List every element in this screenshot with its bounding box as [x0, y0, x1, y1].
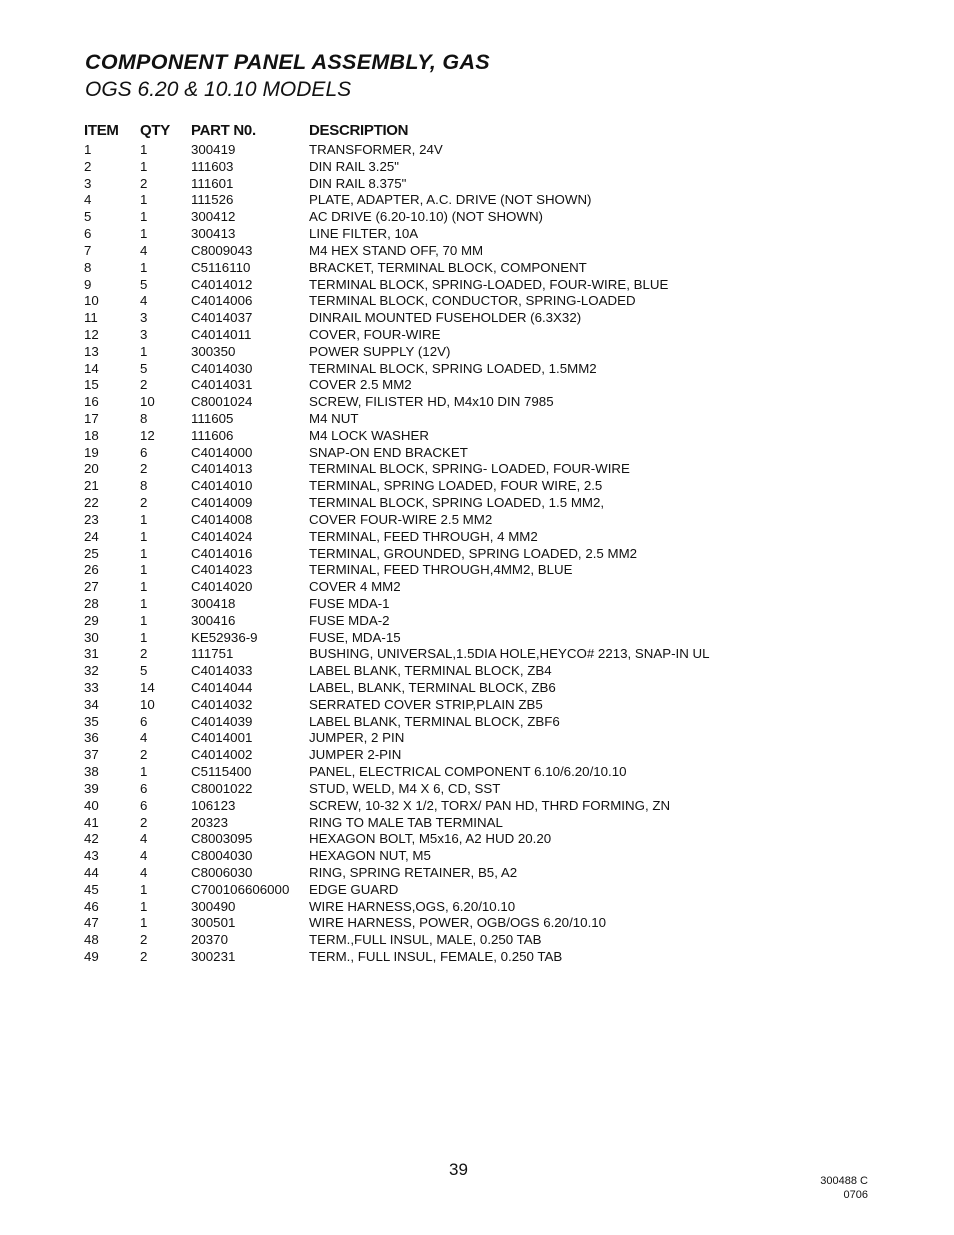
part-number-cell: 300490	[191, 898, 236, 914]
item-cell: 47	[84, 915, 99, 931]
description-cell: TERMINAL, GROUNDED, SPRING LOADED, 2.5 MM2	[309, 545, 638, 561]
part-number-cell: 300416	[191, 612, 236, 628]
item-cell: 14	[84, 360, 99, 376]
description-cell: COVER 4 MM2	[309, 579, 401, 595]
part-number-cell: C8006030	[191, 864, 253, 880]
item-cell: 1	[84, 142, 92, 157]
table-row	[84, 714, 769, 731]
part-number-cell: 300413	[191, 226, 236, 242]
item-cell: 38	[84, 764, 99, 780]
qty-cell: 5	[140, 276, 148, 292]
description-cell: RING, SPRING RETAINER, B5, A2	[309, 864, 518, 880]
description-cell: COVER FOUR-WIRE 2.5 MM2	[309, 511, 493, 527]
qty-cell: 5	[140, 360, 148, 376]
table-row	[84, 949, 769, 966]
description-cell: PANEL, ELECTRICAL COMPONENT 6.10/6.20/10.10	[309, 764, 627, 780]
item-cell: 23	[84, 511, 99, 527]
item-cell: 45	[84, 881, 99, 897]
description-cell: TERM., FULL INSUL, FEMALE, 0.250 TAB	[309, 949, 563, 964]
description-cell: TERMINAL BLOCK, SPRING LOADED, 1.5 MM2,	[309, 495, 605, 511]
part-number-cell: 300231	[191, 949, 236, 964]
description-cell: TERM.,FULL INSUL, MALE, 0.250 TAB	[309, 932, 542, 948]
qty-cell: 1	[140, 579, 148, 595]
document-code	[820, 1174, 868, 1202]
description-cell: TERMINAL, FEED THROUGH, 4 MM2	[309, 528, 538, 544]
table-row	[84, 730, 769, 747]
description-cell: HEXAGON NUT, M5	[309, 848, 431, 864]
description-cell: M4 NUT	[309, 411, 359, 426]
description-cell: HEXAGON BOLT, M5x16, A2 HUD 20.20	[309, 831, 552, 847]
qty-cell: 6	[140, 780, 148, 796]
part-number-cell: C4014000	[191, 444, 253, 460]
description-cell: FUSE, MDA-15	[309, 629, 401, 645]
qty-cell: 2	[140, 646, 148, 662]
table-row	[84, 142, 769, 159]
table-row	[84, 243, 769, 260]
part-number-cell: C4014006	[191, 293, 253, 309]
description-cell: LINE FILTER, 10A	[309, 226, 419, 242]
item-cell: 25	[84, 545, 99, 561]
qty-cell: 1	[140, 158, 148, 174]
item-cell: 33	[84, 680, 99, 695]
part-number-cell: C4014009	[191, 495, 253, 511]
table-row	[84, 226, 769, 243]
qty-cell: 1	[140, 612, 148, 628]
item-cell: 22	[84, 495, 99, 511]
qty-cell: 2	[140, 461, 148, 477]
description-cell: TERMINAL BLOCK, SPRING- LOADED, FOUR-WIRE	[309, 461, 630, 477]
table-row	[84, 613, 769, 630]
qty-cell: 1	[140, 226, 148, 242]
table-row	[84, 546, 769, 563]
description-cell: SCREW, 10-32 X 1/2, TORX/ PAN HD, THRD FORMING, ZN	[309, 797, 671, 813]
qty-cell: 3	[140, 310, 148, 326]
qty-cell: 1	[140, 545, 148, 561]
item-cell: 49	[84, 949, 99, 964]
item-cell: 26	[84, 562, 99, 578]
parts-table-body	[84, 142, 769, 966]
part-number-cell: 300501	[191, 915, 236, 931]
qty-cell: 8	[140, 478, 148, 494]
part-number-cell: C4014020	[191, 579, 253, 595]
part-number-cell: C5115400	[191, 764, 252, 780]
item-cell: 31	[84, 646, 99, 662]
page-title: COMPONENT PANEL ASSEMBLY, GAS	[85, 50, 490, 74]
table-row	[84, 428, 769, 445]
description-cell: TERMINAL, FEED THROUGH,4MM2, BLUE	[309, 562, 573, 578]
qty-cell: 1	[140, 343, 148, 359]
part-number-cell: 111526	[191, 192, 234, 208]
part-number-cell: C5116110	[191, 259, 251, 275]
description-cell: FUSE MDA-1	[309, 595, 390, 611]
item-cell: 13	[84, 343, 99, 359]
qty-cell: 4	[140, 848, 148, 864]
table-row	[84, 915, 769, 932]
part-number-cell: C4014002	[191, 747, 253, 763]
item-cell: 19	[84, 444, 99, 460]
table-row	[84, 260, 769, 277]
item-cell: 8	[84, 259, 92, 275]
table-row	[84, 327, 769, 344]
part-number-cell: 111601	[191, 175, 234, 191]
item-cell: 24	[84, 528, 99, 544]
qty-cell: 2	[140, 377, 148, 393]
item-cell: 12	[84, 326, 99, 342]
part-number-cell: C4014008	[191, 511, 253, 527]
item-cell: 9	[84, 276, 92, 292]
qty-cell: 2	[140, 814, 148, 830]
table-row	[84, 176, 769, 193]
item-cell: 46	[84, 898, 99, 914]
description-cell: WIRE HARNESS, POWER, OGB/OGS 6.20/10.10	[309, 915, 607, 931]
table-row	[84, 630, 769, 647]
item-cell: 35	[84, 713, 99, 729]
part-number-cell: C8001022	[191, 780, 253, 796]
qty-cell: 4	[140, 864, 148, 880]
item-cell: 5	[84, 209, 92, 225]
part-number-cell: C4014044	[191, 680, 253, 695]
qty-cell: 1	[140, 881, 148, 897]
description-cell: AC DRIVE (6.20-10.10) (NOT SHOWN)	[309, 209, 543, 225]
item-cell: 20	[84, 461, 99, 477]
qty-cell: 2	[140, 495, 148, 511]
item-cell: 3	[84, 175, 92, 191]
table-row	[84, 495, 769, 512]
description-cell: BRACKET, TERMINAL BLOCK, COMPONENT	[309, 259, 587, 275]
table-row	[84, 848, 769, 865]
part-number-cell: C4014013	[191, 461, 253, 477]
item-cell: 29	[84, 612, 99, 628]
description-cell: JUMPER 2-PIN	[309, 747, 402, 763]
item-cell: 2	[84, 158, 92, 174]
description-cell: WIRE HARNESS,OGS, 6.20/10.10	[309, 898, 516, 914]
part-number-cell: C4014012	[191, 276, 253, 292]
item-cell: 44	[84, 864, 99, 880]
table-row	[84, 293, 769, 310]
table-row	[84, 461, 769, 478]
table-row	[84, 663, 769, 680]
item-cell: 42	[84, 831, 99, 847]
table-row	[84, 781, 769, 798]
part-number-cell: C8003095	[191, 831, 253, 847]
table-row	[84, 798, 769, 815]
table-row	[84, 596, 769, 613]
part-number-cell: C4014024	[191, 528, 253, 544]
table-row	[84, 192, 769, 209]
description-cell: FUSE MDA-2	[309, 612, 390, 628]
item-cell: 4	[84, 192, 92, 208]
description-cell: LABEL, BLANK, TERMINAL BLOCK, ZB6	[309, 680, 556, 695]
qty-cell: 1	[140, 764, 148, 780]
description-cell: TERMINAL BLOCK, SPRING-LOADED, FOUR-WIRE, BLUE	[309, 276, 669, 292]
document-number: 300488 C	[820, 1175, 868, 1187]
qty-cell: 6	[140, 713, 148, 729]
qty-cell: 2	[140, 747, 148, 763]
table-row	[84, 159, 769, 176]
description-cell: EDGE GUARD	[309, 881, 399, 897]
description-cell: M4 HEX STAND OFF, 70 MM	[309, 242, 484, 258]
table-row	[84, 882, 769, 899]
part-number-cell: C4014023	[191, 562, 253, 578]
description-cell: DIN RAIL 8.375"	[309, 175, 407, 191]
table-row	[84, 344, 769, 361]
part-number-cell: 111751	[191, 646, 234, 662]
table-row	[84, 831, 769, 848]
qty-cell: 4	[140, 242, 148, 258]
table-row	[84, 932, 769, 949]
table-row	[84, 562, 769, 579]
item-cell: 7	[84, 242, 92, 258]
table-row	[84, 747, 769, 764]
item-cell: 40	[84, 797, 99, 813]
item-cell: 41	[84, 814, 99, 830]
table-row	[84, 646, 769, 663]
description-cell: PLATE, ADAPTER, A.C. DRIVE (NOT SHOWN)	[309, 192, 592, 208]
item-cell: 34	[84, 696, 99, 712]
qty-cell: 1	[140, 209, 148, 225]
qty-cell: 1	[140, 528, 148, 544]
page-subtitle: OGS 6.20 & 10.10 MODELS	[85, 78, 352, 101]
part-number-cell: C4014011	[191, 326, 252, 342]
part-number-cell: 111606	[191, 427, 234, 443]
table-row	[84, 680, 769, 697]
table-row	[84, 764, 769, 781]
description-cell: TERMINAL, SPRING LOADED, FOUR WIRE, 2.5	[309, 478, 603, 494]
header-part-number: PART N0.	[191, 122, 256, 139]
part-number-cell: C8001024	[191, 394, 253, 410]
item-cell: 10	[84, 293, 99, 309]
part-number-cell: 300419	[191, 142, 236, 157]
description-cell: TERMINAL BLOCK, SPRING LOADED, 1.5MM2	[309, 360, 597, 376]
qty-cell: 8	[140, 411, 148, 426]
part-number-cell: C4014033	[191, 663, 253, 679]
qty-cell: 6	[140, 444, 148, 460]
table-row	[84, 478, 769, 495]
description-cell: TERMINAL BLOCK, CONDUCTOR, SPRING-LOADED	[309, 293, 636, 309]
part-number-cell: C4014016	[191, 545, 253, 561]
table-header-row	[84, 119, 769, 142]
item-cell: 32	[84, 663, 99, 679]
item-cell: 11	[84, 310, 98, 326]
qty-cell: 4	[140, 831, 148, 847]
item-cell: 21	[84, 478, 99, 494]
description-cell: M4 LOCK WASHER	[309, 427, 429, 443]
item-cell: 28	[84, 595, 99, 611]
qty-cell: 6	[140, 797, 148, 813]
qty-cell: 2	[140, 175, 148, 191]
table-row	[84, 529, 769, 546]
part-number-cell: 300350	[191, 343, 236, 359]
header-qty: QTY	[140, 122, 170, 139]
description-cell: RING TO MALE TAB TERMINAL	[309, 814, 503, 830]
header-item: ITEM	[84, 122, 119, 139]
description-cell: SERRATED COVER STRIP,PLAIN ZB5	[309, 696, 543, 712]
part-number-cell: C4014030	[191, 360, 253, 376]
table-row	[84, 579, 769, 596]
part-number-cell: 111605	[191, 411, 234, 426]
part-number-cell: C700106606000	[191, 881, 290, 897]
qty-cell: 10	[140, 696, 155, 712]
qty-cell: 14	[140, 680, 155, 695]
description-cell: LABEL BLANK, TERMINAL BLOCK, ZB4	[309, 663, 552, 679]
qty-cell: 5	[140, 663, 148, 679]
table-row	[84, 209, 769, 226]
item-cell: 18	[84, 427, 99, 443]
qty-cell: 1	[140, 629, 148, 645]
item-cell: 36	[84, 730, 99, 746]
header-description: DESCRIPTION	[309, 122, 409, 139]
part-number-cell: C4014010	[191, 478, 253, 494]
description-cell: POWER SUPPLY (12V)	[309, 343, 451, 359]
qty-cell: 1	[140, 192, 148, 208]
description-cell: DIN RAIL 3.25"	[309, 158, 399, 174]
part-number-cell: C4014001	[191, 730, 253, 746]
qty-cell: 2	[140, 932, 148, 948]
table-row	[84, 815, 769, 832]
description-cell: COVER 2.5 MM2	[309, 377, 412, 393]
part-number-cell: 300412	[191, 209, 236, 225]
table-row	[84, 445, 769, 462]
table-row	[84, 277, 769, 294]
table-row	[84, 394, 769, 411]
part-number-cell: C4014032	[191, 696, 253, 712]
description-cell: DINRAIL MOUNTED FUSEHOLDER (6.3X32)	[309, 310, 582, 326]
item-cell: 17	[84, 411, 99, 426]
item-cell: 15	[84, 377, 99, 393]
description-cell: SCREW, FILISTER HD, M4x10 DIN 7985	[309, 394, 554, 410]
item-cell: 43	[84, 848, 99, 864]
qty-cell: 2	[140, 949, 148, 964]
part-number-cell: C4014031	[191, 377, 253, 393]
qty-cell: 1	[140, 915, 148, 931]
table-row	[84, 512, 769, 529]
qty-cell: 1	[140, 898, 148, 914]
part-number-cell: 106123	[191, 797, 236, 813]
description-cell: BUSHING, UNIVERSAL,1.5DIA HOLE,HEYCO# 2213, SNAP-IN UL	[309, 646, 710, 662]
part-number-cell: 300418	[191, 595, 236, 611]
qty-cell: 12	[140, 427, 155, 443]
qty-cell: 3	[140, 326, 148, 342]
item-cell: 27	[84, 579, 99, 595]
description-cell: TRANSFORMER, 24V	[309, 142, 443, 157]
part-number-cell: 111603	[191, 158, 234, 174]
description-cell: JUMPER, 2 PIN	[309, 730, 405, 746]
qty-cell: 1	[140, 511, 148, 527]
part-number-cell: 20323	[191, 814, 228, 830]
item-cell: 16	[84, 394, 99, 410]
qty-cell: 10	[140, 394, 155, 410]
qty-cell: 4	[140, 293, 148, 309]
table-row	[84, 899, 769, 916]
page-number: 39	[449, 1160, 468, 1179]
table-row	[84, 310, 769, 327]
description-cell: COVER, FOUR-WIRE	[309, 326, 441, 342]
qty-cell: 1	[140, 259, 148, 275]
parts-table	[84, 119, 769, 966]
table-row	[84, 865, 769, 882]
item-cell: 48	[84, 932, 99, 948]
part-number-cell: KE52936-9	[191, 629, 258, 645]
part-number-cell: C4014037	[191, 310, 253, 326]
description-cell: SNAP-ON END BRACKET	[309, 444, 468, 460]
part-number-cell: 20370	[191, 932, 228, 948]
qty-cell: 1	[140, 562, 148, 578]
item-cell: 37	[84, 747, 99, 763]
table-row	[84, 361, 769, 378]
item-cell: 30	[84, 629, 99, 645]
table-row	[84, 411, 769, 428]
part-number-cell: C4014039	[191, 713, 253, 729]
qty-cell: 4	[140, 730, 148, 746]
part-number-cell: C8004030	[191, 848, 253, 864]
item-cell: 39	[84, 780, 99, 796]
part-number-cell: C8009043	[191, 242, 253, 258]
description-cell: STUD, WELD, M4 X 6, CD, SST	[309, 780, 501, 796]
qty-cell: 1	[140, 142, 148, 157]
description-cell: LABEL BLANK, TERMINAL BLOCK, ZBF6	[309, 713, 560, 729]
document-date: 0706	[843, 1189, 868, 1201]
qty-cell: 1	[140, 595, 148, 611]
table-row	[84, 377, 769, 394]
item-cell: 6	[84, 226, 92, 242]
table-row	[84, 697, 769, 714]
